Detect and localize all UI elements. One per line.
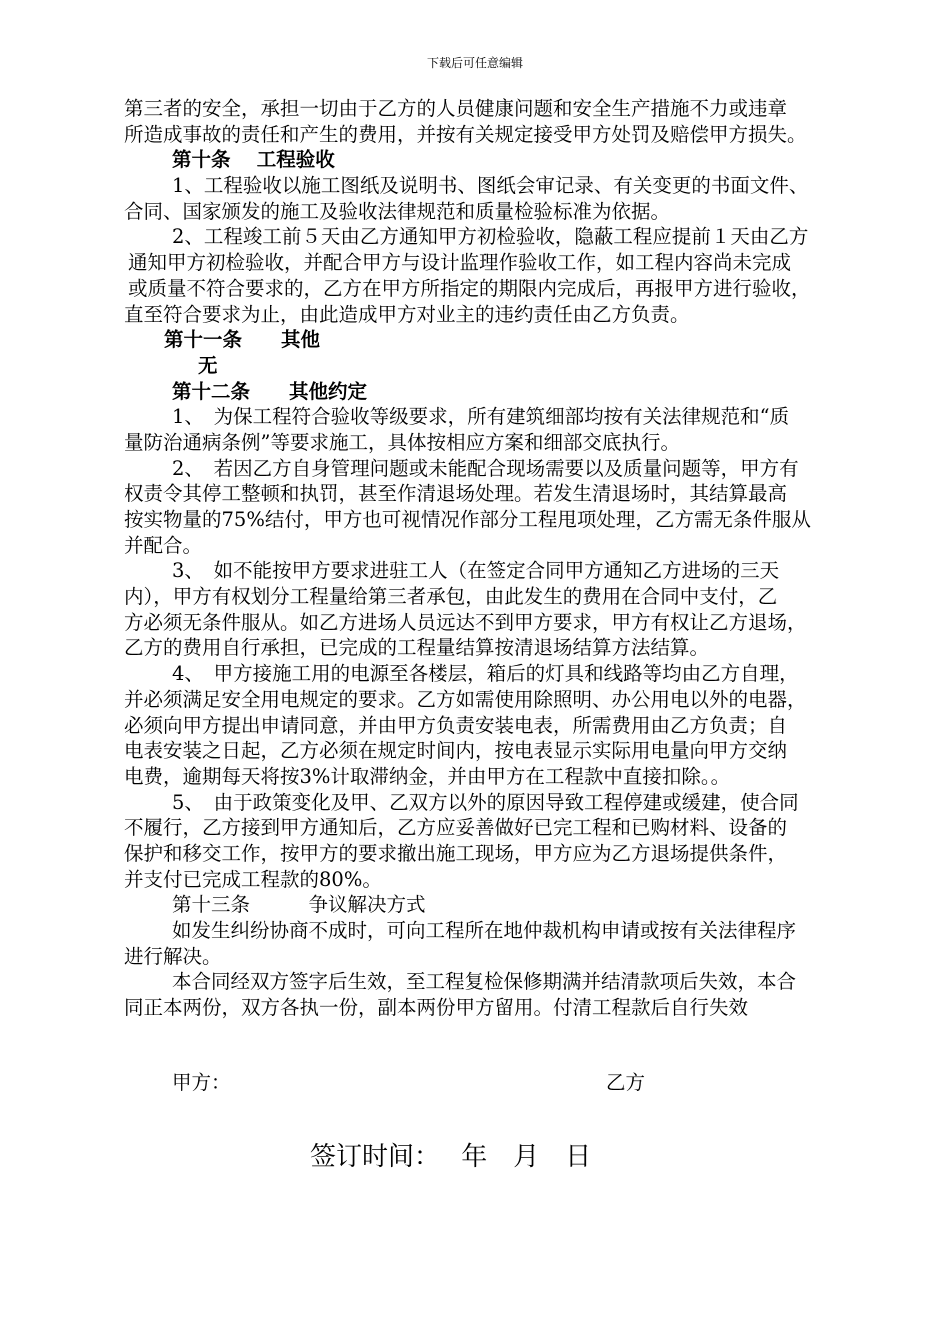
body-line: 通知甲方初检验收，并配合甲方与设计监理作验收工作，如工程内容尚未完成 <box>128 251 792 275</box>
body-line: 3、 如不能按甲方要求进驻工人（在签定合同甲方通知乙方进场的三天 <box>172 559 780 583</box>
body-line: 电费，逾期每天将按3%计取滞纳金，并由甲方在工程款中直接扣除。。 <box>124 764 731 788</box>
page-header-note: 下载后可任意编辑 <box>426 56 523 70</box>
body-line: 并必须满足安全用电规定的要求。乙方如需使用除照明、办公用电以外的电器， <box>124 687 807 711</box>
body-line-final: 同正本两份，双方各执一份，副本两份甲方留用。付清工程款后自行失效 <box>124 996 749 1020</box>
body-line: 5、 由于政策变化及甲、乙双方以外的原因导致工程停建或缓建，使合同 <box>172 790 799 814</box>
body-line: 不履行，乙方接到甲方通知后，乙方应妥善做好已完工程和已购材料、设备的 <box>124 816 788 840</box>
body-line: 并配合。 <box>124 533 203 557</box>
body-line: 第三者的安全，承担一切由于乙方的人员健康问题和安全生产措施不力或违章 <box>124 97 788 120</box>
article-heading: 第十三条 争议解决方式 <box>172 893 426 917</box>
body-line: 2、工程竣工前５天由乙方通知甲方初检验收，隐蔽工程应提前１天由乙方 <box>172 225 809 249</box>
body-line: 2、 若因乙方自身管理问题或未能配合现场需要以及质量问题等，甲方有 <box>172 456 799 480</box>
body-line: 合同、国家颁发的施工及验收法律规范和质量检验标准为依据。 <box>124 199 671 223</box>
article-heading: 第十二条 其他约定 <box>172 379 368 403</box>
article-content: 无 <box>198 353 218 377</box>
body-line: 权责令其停工整顿和执罚，甚至作清退场处理。若发生清退场时，其结算最高 <box>124 482 788 506</box>
body-line: 必须向甲方提出申请同意，并由甲方负责安装电表，所需费用由乙方负责；自 <box>124 713 788 737</box>
body-line: 内），甲方有权划分工程量给第三者承包，由此发生的费用在合同中支付，乙 <box>124 585 778 609</box>
body-line: 所造成事故的责任和产生的费用，并按有关规定接受甲方处罚及赔偿甲方损失。 <box>124 122 807 146</box>
body-line: 并支付已完成工程款的80%。 <box>124 867 382 891</box>
article-heading: 第十一条 其他 <box>164 328 321 352</box>
body-line: 1、 为保工程符合验收等级要求，所有建筑细部均按有关法律规范和“质 <box>172 405 790 429</box>
body-line: 乙方的费用自行承担，已完成的工程量结算按清退场结算方法结算。 <box>124 636 710 660</box>
body-line: 或质量不符合要求的，乙方在甲方所指定的期限内完成后，再报甲方进行验收， <box>128 276 811 300</box>
body-line: 直至符合要求为止，由此造成甲方对业主的违约责任由乙方负责。 <box>124 302 690 326</box>
sign-time-label: 签订时间： 年 月 日 <box>310 1142 592 1172</box>
body-line: 量防治通病条例”等要求施工，具体按相应方案和细部交底执行。 <box>124 430 680 454</box>
body-line: 方必须无条件服从。如乙方进场人员远达不到甲方要求，甲方有权让乙方退场， <box>124 610 807 634</box>
article-heading: 第十条 工程验收 <box>172 148 335 172</box>
body-line: 按实物量的75%结付，甲方也可视情况作部分工程甩项处理，乙方需无条件服从 <box>124 508 811 531</box>
contract-body <box>124 96 904 1021</box>
body-line: 保护和移交工作，按甲方的要求撤出施工现场，甲方应为乙方退场提供条件， <box>124 841 788 865</box>
body-line: 本合同经双方签字后生效，至工程复检保修期满并结清款项后失效，本合 <box>172 970 797 994</box>
body-line: 进行解决。 <box>124 944 222 968</box>
body-line: 1、工程验收以施工图纸及说明书、图纸会审记录、有关变更的书面文件、 <box>172 174 809 198</box>
body-line: 电表安装之日起，乙方必须在规定时间内，按电表显示实际用电量向甲方交纳 <box>124 739 788 763</box>
party-b-label: 乙方 <box>606 1071 646 1094</box>
party-a-label: 甲方： <box>172 1071 231 1094</box>
body-line: 如发生纠纷协商不成时，可向工程所在地仲裁机构申请或按有关法律程序 <box>172 919 797 942</box>
body-line: 4、 甲方接施工用的电源至各楼层，箱后的灯具和线路等均由乙方自理， <box>172 662 799 686</box>
